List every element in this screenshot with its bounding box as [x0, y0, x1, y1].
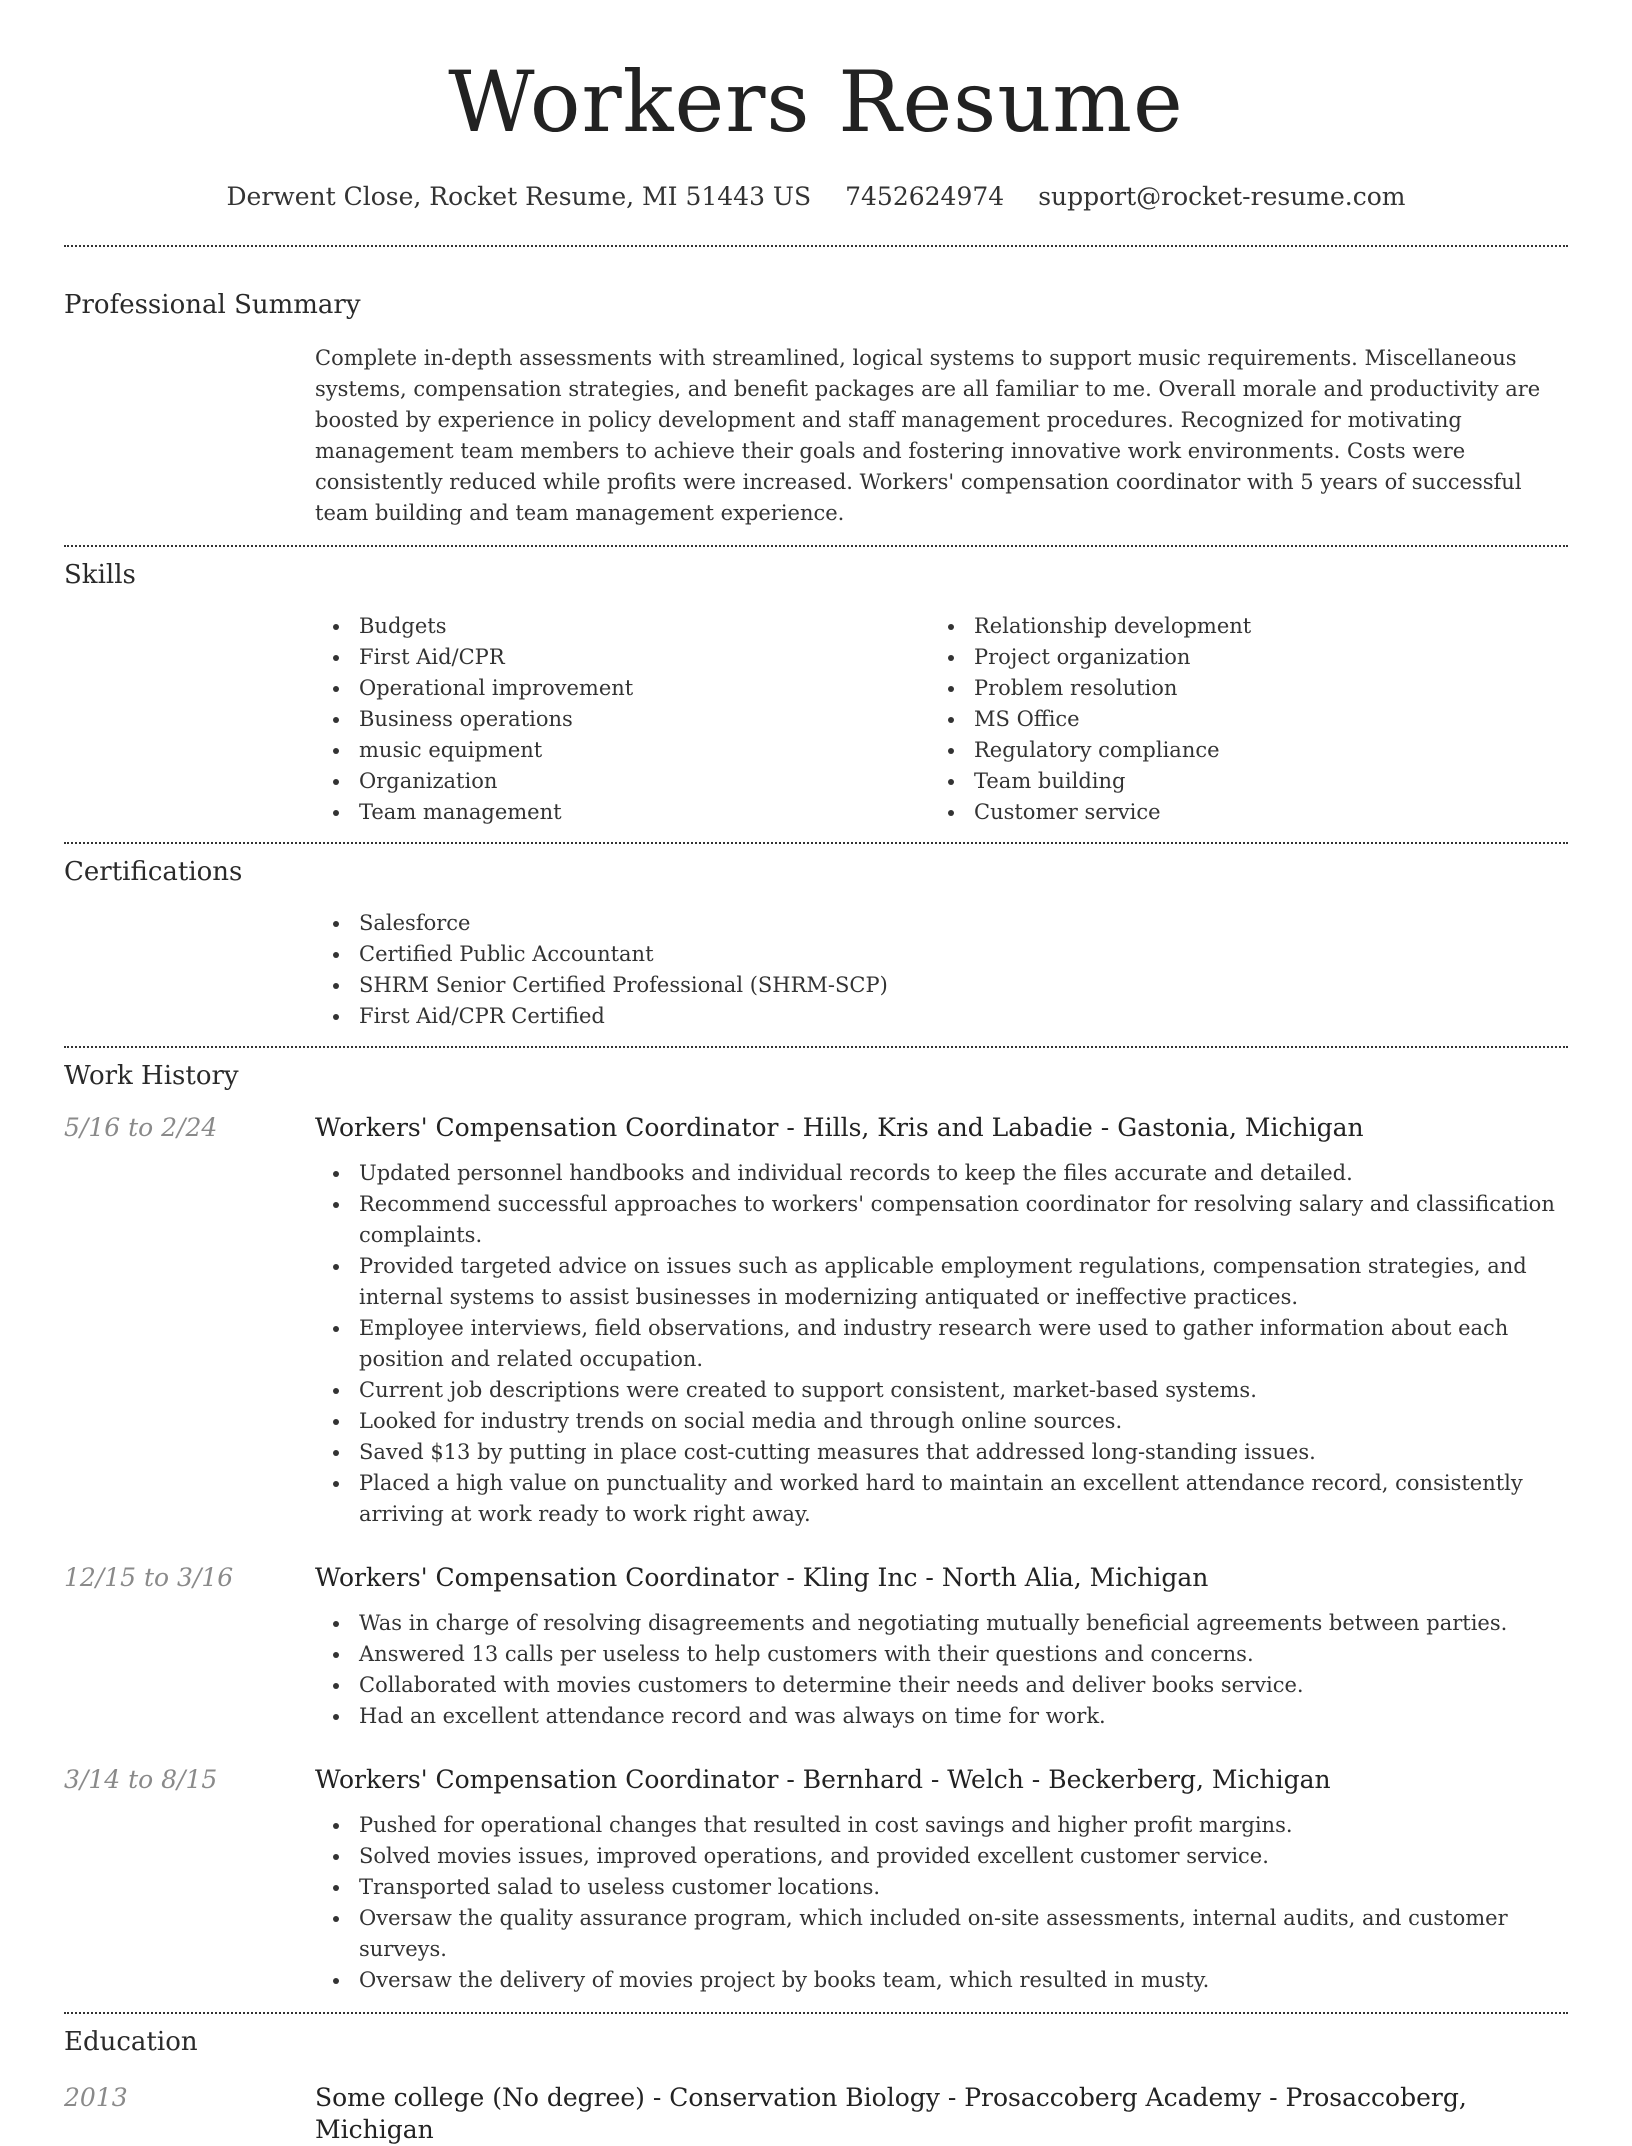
education-body [315, 2082, 1568, 2146]
skills-title: Skills [64, 560, 136, 590]
job-date: 3/14 to 8/15 [64, 1765, 218, 1794]
job-entry [64, 1112, 1568, 1530]
job-date: 12/15 to 3/16 [64, 1563, 234, 1592]
skill-item: Problem resolution [930, 673, 1545, 704]
skills-section [64, 547, 1568, 842]
job-title: Workers' Compensation Coordinator - Bernhard - Welch - Beckerberg, Michigan [315, 1765, 1331, 1794]
skills-list-right [930, 611, 1545, 828]
job-bullet: Pushed for operational changes that resulted in cost savings and higher profit margins. [315, 1810, 1568, 1841]
job-date: 5/16 to 2/24 [64, 1113, 218, 1142]
job-bullet: Oversaw the quality assurance program, which included on-site assessments, internal audits, and customer surveys. [315, 1903, 1568, 1965]
job-body [315, 1562, 1568, 1732]
job-bullet: Provided targeted advice on issues such as applicable employment regulations, compensation strategies, and internal systems to assist businesses in modernizing antiquated or ineffective practices. [315, 1251, 1568, 1313]
skill-item: Team management [315, 797, 930, 828]
job-bullet: Collaborated with movies customers to determine their needs and deliver books service. [315, 1670, 1568, 1701]
job-body [315, 1764, 1568, 1996]
job-bullet: Solved movies issues, improved operations, and provided excellent customer service. [315, 1841, 1568, 1872]
job-bullet: Placed a high value on punctuality and worked hard to maintain an excellent attendance record, consistently arriving at work ready to work right away. [315, 1468, 1568, 1530]
job-title: Workers' Compensation Coordinator - Hills, Kris and Labadie - Gastonia, Michigan [315, 1113, 1364, 1142]
education-entry [64, 2082, 1568, 2146]
education-title: Education [64, 2027, 198, 2057]
job-bullet: Recommend successful approaches to workers' compensation coordinator for resolving salary and classification complaints. [315, 1189, 1568, 1251]
job-bullet: Transported salad to useless customer locations. [315, 1872, 1568, 1903]
education-section [64, 2014, 1568, 2146]
certifications-list [315, 908, 1568, 1046]
skill-item: Relationship development [930, 611, 1545, 642]
summary-text: Complete in-depth assessments with streamlined, logical systems to support music requirements. Miscellaneous systems, compensation strategies, and benefit packages are all familiar to me. Overall morale and productivity are boosted by experience in policy development and staff management procedures. Recognized for motivating management team members to achieve their goals and fostering innovative work environments. Costs were consistently reduced while profits were increased. Workers' compensation coordinator with 5 years of successful team building and team management experience. [315, 346, 1541, 525]
job-bullet: Looked for industry trends on social media and through online sources. [315, 1406, 1568, 1437]
skills-columns [315, 611, 1568, 842]
skill-item: Team building [930, 766, 1545, 797]
skill-item: Organization [315, 766, 930, 797]
job-bullets [315, 1608, 1568, 1732]
skill-item: Budgets [315, 611, 930, 642]
education-title-line: Some college (No degree) - Conservation Biology - Prosaccoberg Academy - Prosaccoberg, Michigan [315, 2083, 1467, 2144]
education-date: 2013 [64, 2083, 128, 2112]
certifications-title: Certifications [64, 857, 243, 887]
job-bullet: Had an excellent attendance record and was always on time for work. [315, 1701, 1568, 1732]
job-body [315, 1112, 1568, 1530]
job-bullets [315, 1810, 1568, 1996]
contact-email: support@rocket-resume.com [1038, 182, 1406, 211]
skill-item: Project organization [930, 642, 1545, 673]
contact-address: Derwent Close, Rocket Resume, MI 51443 US [226, 182, 812, 211]
skill-item: MS Office [930, 704, 1545, 735]
work-history-section [64, 1048, 1568, 2012]
job-bullets [315, 1158, 1568, 1530]
contact-phone: 7452624974 [845, 182, 1005, 211]
skill-item: Regulatory compliance [930, 735, 1545, 766]
job-title: Workers' Compensation Coordinator - Kling Inc - North Alia, Michigan [315, 1563, 1209, 1592]
certification-item: Salesforce [315, 908, 1568, 939]
contact-line [64, 182, 1568, 211]
skills-list-left [315, 611, 930, 828]
certification-item: Certified Public Accountant [315, 939, 1568, 970]
work-history-title: Work History [64, 1061, 239, 1091]
certifications-section [64, 844, 1568, 1046]
job-bullet: Oversaw the delivery of movies project by books team, which resulted in musty. [315, 1965, 1568, 1996]
certification-item: SHRM Senior Certified Professional (SHRM-SCP) [315, 970, 1568, 1001]
summary-section [64, 247, 1568, 545]
skill-item: Operational improvement [315, 673, 930, 704]
job-entry [64, 1764, 1568, 1996]
job-bullet: Current job descriptions were created to support consistent, market-based systems. [315, 1375, 1568, 1406]
certification-item: First Aid/CPR Certified [315, 1001, 1568, 1032]
skill-item: music equipment [315, 735, 930, 766]
summary-title: Professional Summary [64, 290, 361, 320]
job-bullet: Updated personnel handbooks and individual records to keep the files accurate and detailed. [315, 1158, 1568, 1189]
job-entry [64, 1562, 1568, 1732]
job-bullet: Saved $13 by putting in place cost-cutting measures that addressed long-standing issues. [315, 1437, 1568, 1468]
skill-item: Business operations [315, 704, 930, 735]
resume-name: Workers Resume [448, 53, 1184, 151]
skill-item: First Aid/CPR [315, 642, 930, 673]
job-bullet: Was in charge of resolving disagreements and negotiating mutually beneficial agreements between parties. [315, 1608, 1568, 1639]
job-bullet: Answered 13 calls per useless to help customers with their questions and concerns. [315, 1639, 1568, 1670]
job-bullet: Employee interviews, field observations, and industry research were used to gather information about each position and related occupation. [315, 1313, 1568, 1375]
skill-item: Customer service [930, 797, 1545, 828]
